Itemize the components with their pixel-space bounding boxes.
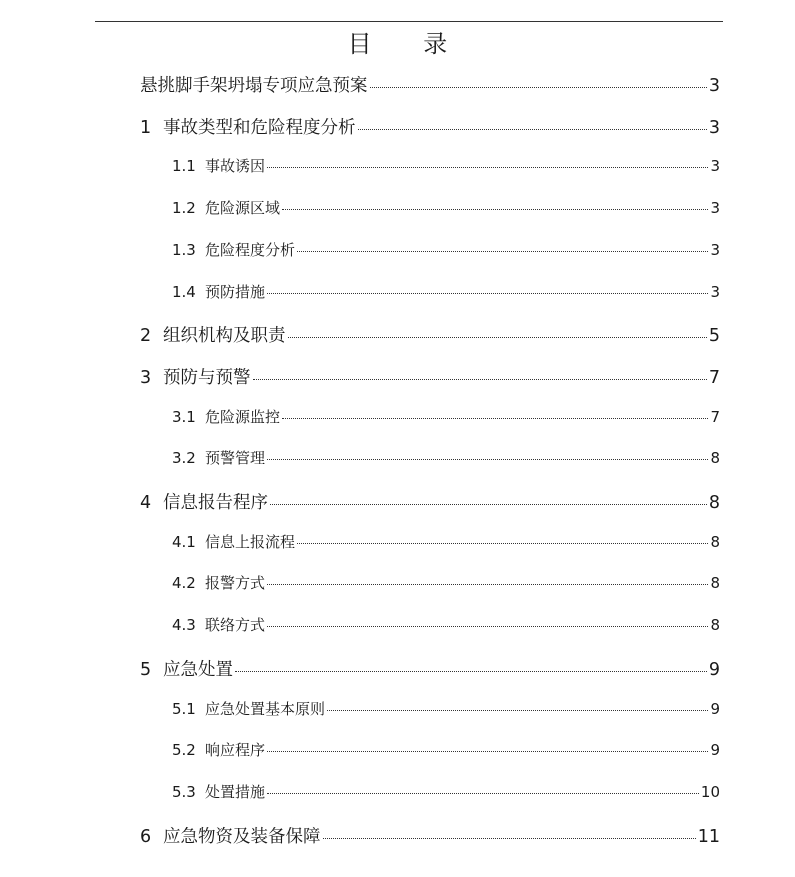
toc-entry-page: 3	[710, 240, 720, 259]
toc-entry[interactable]	[172, 447, 720, 468]
toc-entry-page: 3	[710, 157, 720, 176]
toc-entry-title: 应急物资及装备保障	[163, 826, 321, 847]
toc-entry-page: 3	[710, 199, 720, 218]
toc-dot-leader	[267, 625, 708, 627]
toc-dot-leader	[267, 792, 699, 794]
toc-entry-number: 3.2	[172, 449, 196, 468]
toc-entry-title: 报警方式	[205, 574, 266, 593]
toc-entry-title: 事故诱因	[205, 157, 266, 176]
toc-entry[interactable]	[172, 239, 720, 260]
toc-entry[interactable]	[172, 155, 720, 176]
toc-entry-number: 5.1	[172, 699, 196, 718]
toc-entry[interactable]	[140, 114, 720, 139]
header-rule	[95, 21, 723, 22]
toc-entry[interactable]	[172, 406, 720, 427]
toc-entry-number: 4.3	[172, 616, 196, 635]
toc-entry-page: 3	[710, 282, 720, 301]
toc-entry-title: 悬挑脚手架坍塌专项应急预案	[140, 76, 368, 96]
toc-dot-leader	[358, 128, 707, 130]
toc-entry-number: 1	[140, 117, 152, 138]
toc-dot-leader	[297, 250, 708, 252]
toc-entry-number: 1.3	[172, 240, 196, 259]
toc-dot-leader	[267, 750, 708, 752]
toc-dot-leader	[267, 292, 708, 294]
toc-entry[interactable]	[172, 531, 720, 552]
toc-dot-leader	[323, 837, 696, 839]
toc-entry-title: 响应程序	[205, 741, 266, 760]
toc-entry-number: 2	[140, 326, 152, 347]
toc-entry[interactable]	[140, 364, 720, 389]
toc-entry-page: 3	[708, 117, 720, 138]
toc-entry[interactable]	[140, 322, 720, 347]
toc-entry-number: 5.3	[172, 782, 196, 801]
toc-dot-leader	[282, 208, 708, 210]
toc-title: 目 录	[347, 30, 470, 58]
toc-entry-title: 事故类型和危险程度分析	[163, 117, 356, 138]
toc-entry-title: 联络方式	[205, 616, 266, 635]
toc-entry-page: 3	[708, 76, 720, 96]
toc-entry-number: 1.1	[172, 157, 196, 176]
toc-entry-title: 应急处置	[163, 659, 233, 680]
toc-entry-page: 8	[710, 449, 720, 468]
toc-entry-page: 8	[710, 532, 720, 551]
toc-entry[interactable]	[140, 489, 720, 514]
toc-entry[interactable]	[140, 656, 720, 681]
toc-entry-page: 7	[710, 407, 720, 426]
toc-entry[interactable]	[172, 572, 720, 593]
toc-entry-title: 处置措施	[205, 782, 266, 801]
toc-entry-page: 8	[708, 493, 720, 513]
toc-entry-number: 4.1	[172, 532, 196, 551]
toc-entry[interactable]	[172, 739, 720, 760]
toc-entry-page: 9	[708, 659, 720, 680]
toc-dot-leader	[267, 583, 708, 585]
toc-entry-title: 危险源监控	[205, 407, 281, 426]
toc-entry-number: 1.4	[172, 282, 196, 301]
toc-entry-title: 预防与预警	[163, 367, 251, 388]
toc-entry-number: 5	[140, 659, 152, 680]
toc-entry-page: 8	[710, 616, 720, 635]
toc-entry[interactable]	[172, 614, 720, 635]
toc-entry-title: 应急处置基本原则	[205, 699, 326, 718]
toc-entry-number: 3.1	[172, 407, 196, 426]
toc-entry[interactable]	[172, 281, 720, 302]
toc-entry-title: 信息报告程序	[163, 493, 268, 513]
toc-dot-leader	[267, 458, 708, 460]
toc-entry-title: 预防措施	[205, 282, 266, 301]
toc-dot-leader	[297, 542, 708, 544]
toc-entry[interactable]	[172, 698, 720, 719]
toc-entry[interactable]	[140, 72, 720, 97]
toc-entry-title: 预警管理	[205, 449, 266, 468]
toc-entry-number: 1.2	[172, 199, 196, 218]
toc-dot-leader	[267, 166, 708, 168]
toc-entry[interactable]	[172, 781, 720, 802]
toc-entry-page: 7	[708, 367, 720, 388]
toc-dot-leader	[270, 503, 707, 505]
toc-entry-title: 信息上报流程	[205, 532, 296, 551]
toc-entry-title: 危险程度分析	[205, 240, 296, 259]
toc-entry-title: 危险源区域	[205, 199, 281, 218]
toc-dot-leader	[288, 336, 707, 338]
toc-entry-page: 9	[710, 741, 720, 760]
toc-entry-page: 5	[708, 326, 720, 347]
toc-entry[interactable]	[140, 823, 720, 848]
toc-entry[interactable]	[172, 197, 720, 218]
toc-dot-leader	[235, 670, 707, 672]
toc-entry-page: 11	[697, 826, 720, 847]
toc-entry-number: 5.2	[172, 741, 196, 760]
toc-entry-page: 8	[710, 574, 720, 593]
toc-dot-leader	[370, 86, 707, 88]
toc-entry-title: 组织机构及职责	[163, 326, 286, 347]
toc-entry-number: 6	[140, 826, 152, 847]
toc-dot-leader	[282, 417, 708, 419]
toc-entry-number: 4.2	[172, 574, 196, 593]
toc-dot-leader	[327, 709, 708, 711]
toc-entry-number: 3	[140, 367, 152, 388]
toc-entry-page: 10	[700, 782, 720, 801]
toc-entry-number: 4	[140, 493, 152, 513]
toc-entry-page: 9	[710, 699, 720, 718]
toc-dot-leader	[253, 378, 707, 380]
